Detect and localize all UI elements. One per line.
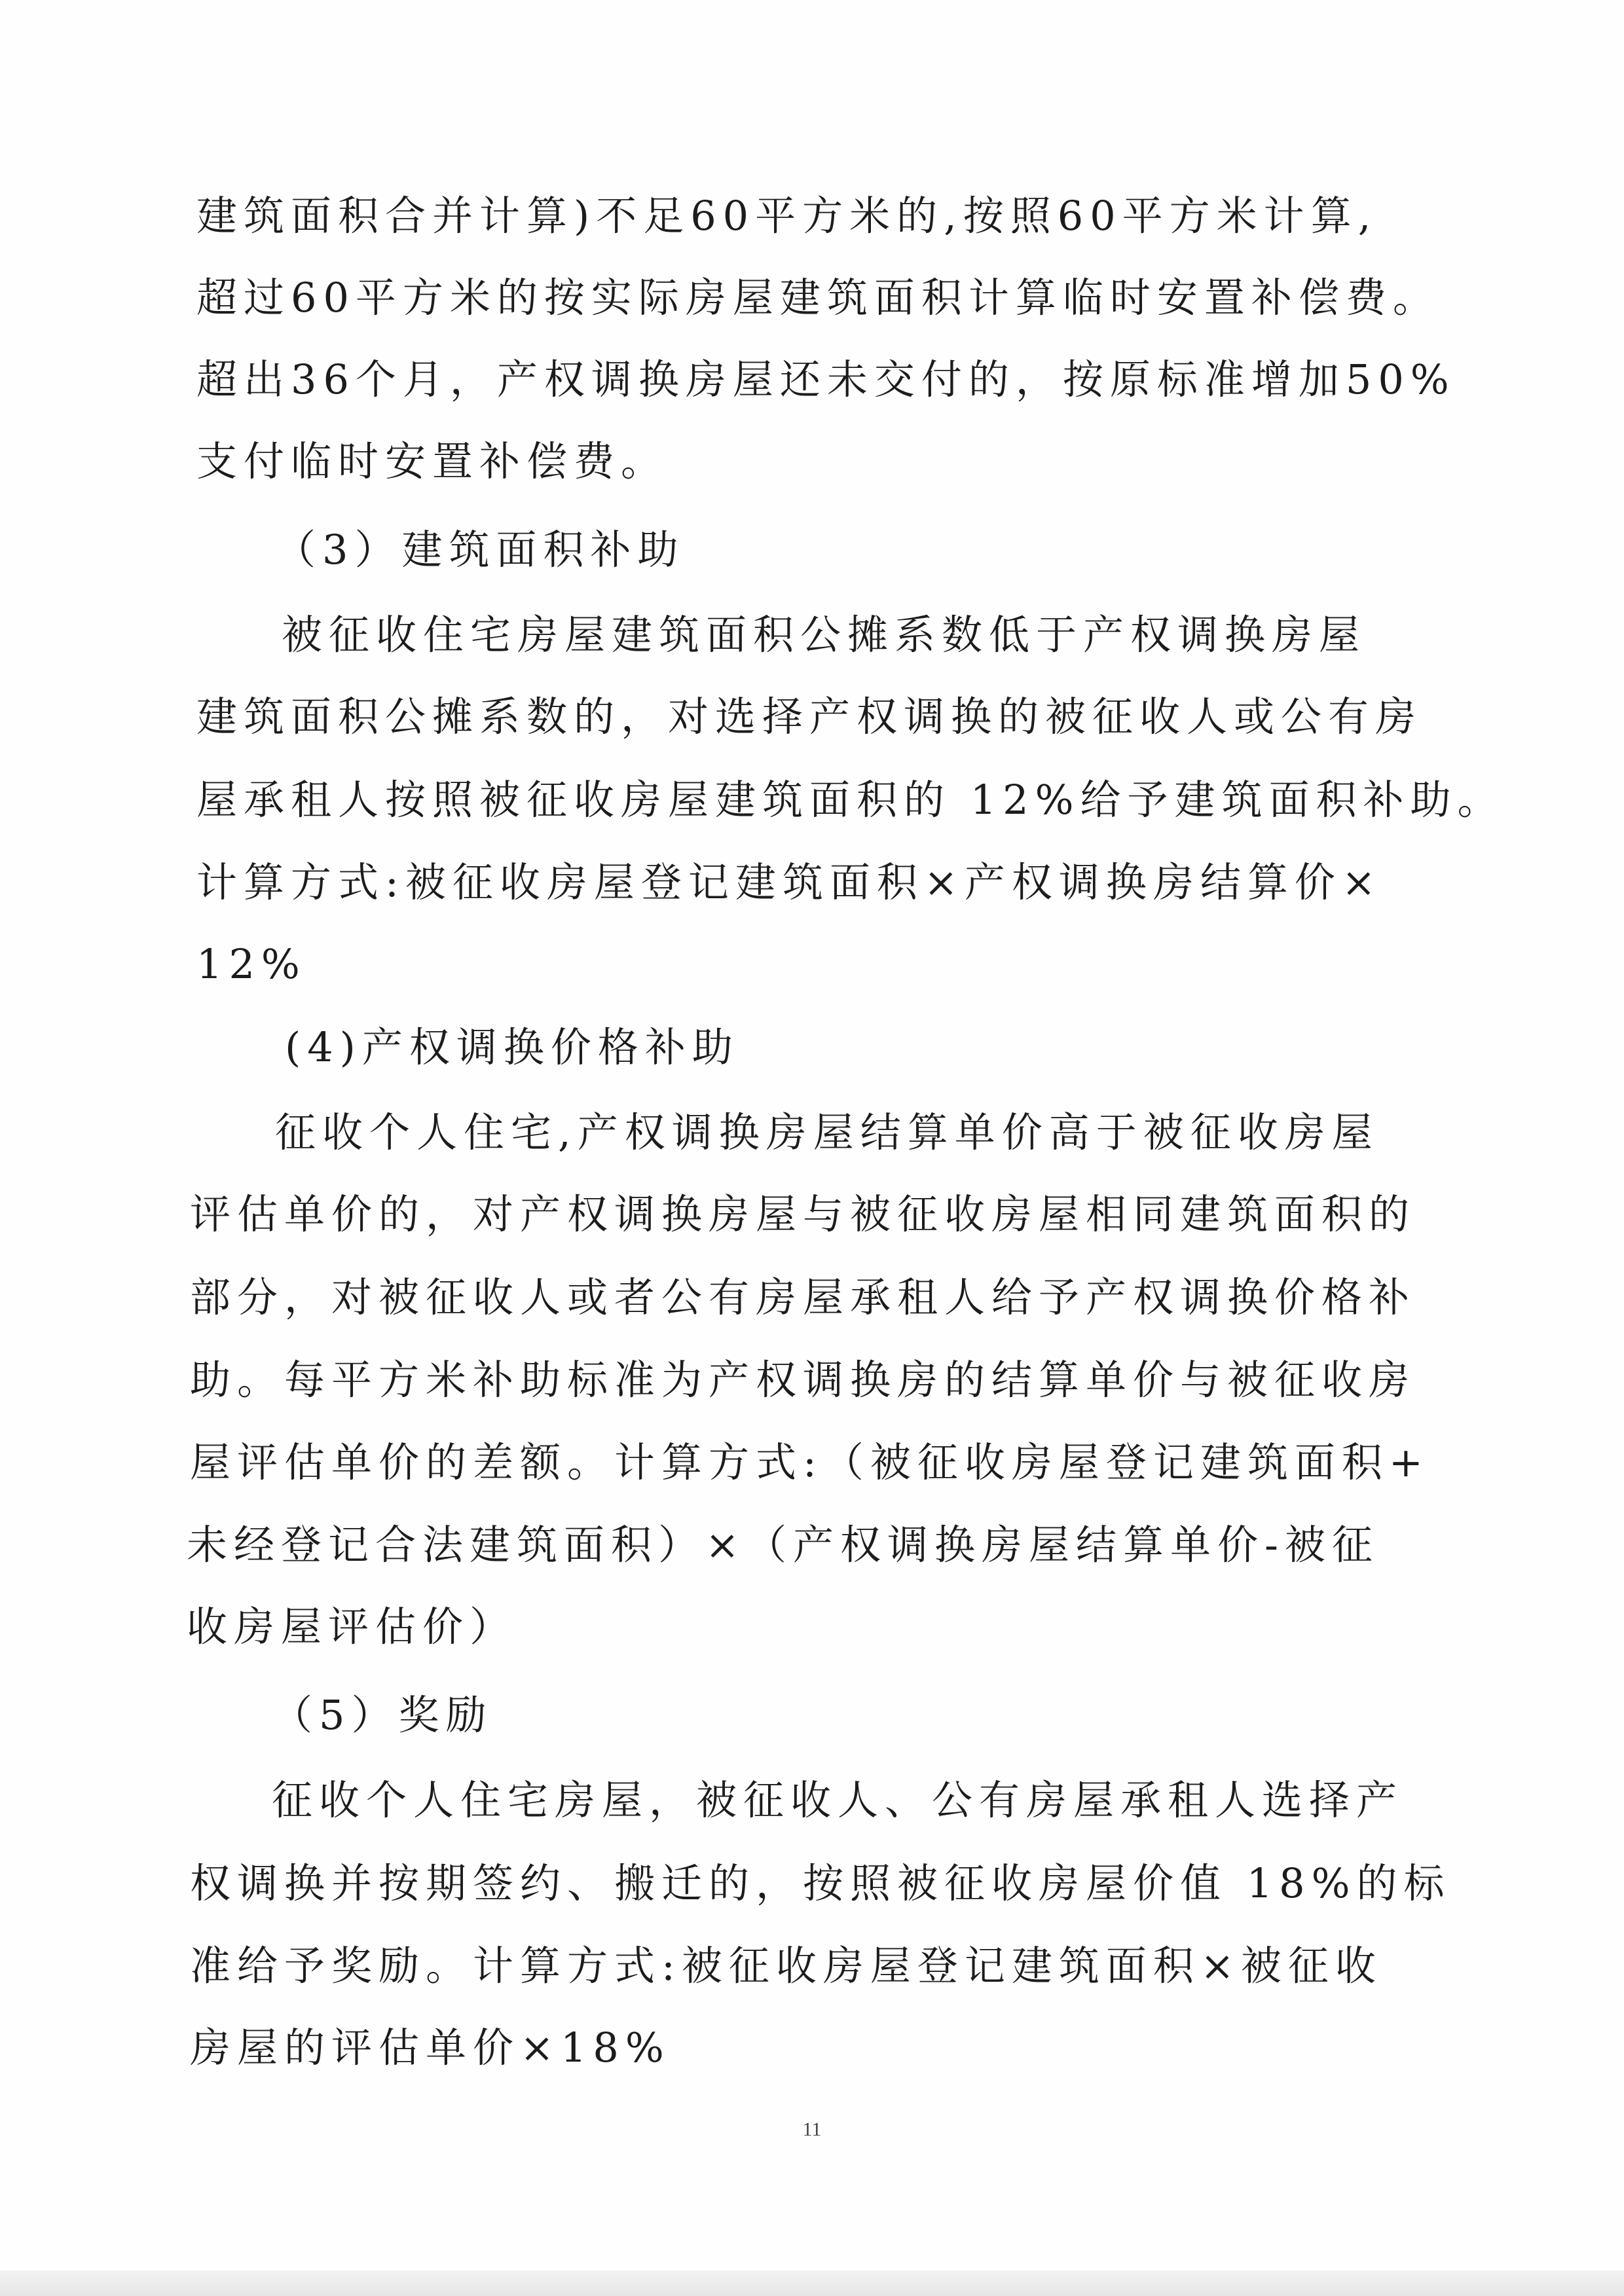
section-heading-4: (4)产权调换价格补助	[285, 1023, 739, 1071]
text-line: 建筑面积公摊系数的，对选择产权调换的被征收人或公有房	[196, 693, 1423, 740]
text-line: 超过60平方米的按实际房屋建筑面积计算临时安置补偿费。	[196, 274, 1440, 321]
text-line: 屋承租人按照被征收房屋建筑面积的 12%给予建筑面积补助。	[196, 776, 1505, 824]
text-line: 建筑面积合并计算)不足60平方米的,按照60平方米计算,	[196, 192, 1378, 240]
text-line: 征收个人住宅,产权调换房屋结算单价高于被征收房屋	[275, 1108, 1379, 1156]
text-line: 未经登记合法建筑面积）×（产权调换房屋结算单价-被征	[187, 1521, 1379, 1569]
section-heading-5: （5）奖励	[272, 1691, 493, 1739]
text-line: 超出36个月，产权调换房屋还未交付的，按原标准增加50%	[196, 355, 1456, 403]
scan-bottom-edge	[0, 2270, 1624, 2296]
text-line: 准给予奖励。计算方式:被征收房屋登记建筑面积×被征收	[190, 1942, 1382, 1990]
text-line: 部分，对被征收人或者公有房屋承租人给予产权调换价格补	[190, 1273, 1416, 1321]
text-line: 12%	[196, 940, 306, 988]
text-line: 房屋的评估单价×18%	[190, 2024, 671, 2071]
text-line: 被征收住宅房屋建筑面积公摊系数低于产权调换房屋	[282, 611, 1367, 659]
text-line: 屋评估单价的差额。计算方式:（被征收房屋登记建筑面积+	[190, 1438, 1430, 1486]
text-line: 助。每平方米补助标准为产权调换房的结算单价与被征收房	[190, 1356, 1416, 1404]
text-line: 征收个人住宅房屋，被征收人、公有房屋承租人选择产	[272, 1776, 1404, 1824]
section-heading-3: （3）建筑面积补助	[275, 526, 685, 574]
text-line: 支付临时安置补偿费。	[196, 437, 669, 485]
text-line: 收房屋评估价）	[187, 1603, 517, 1650]
text-line: 权调换并按期签约、搬迁的，按照被征收房屋价值 18%的标	[190, 1859, 1451, 1907]
page-number: 11	[802, 2119, 822, 2140]
text-line: 评估单价的，对产权调换房屋与被征收房屋相同建筑面积的	[190, 1190, 1416, 1238]
text-line: 计算方式:被征收房屋登记建筑面积×产权调换房结算价×	[196, 858, 1382, 906]
